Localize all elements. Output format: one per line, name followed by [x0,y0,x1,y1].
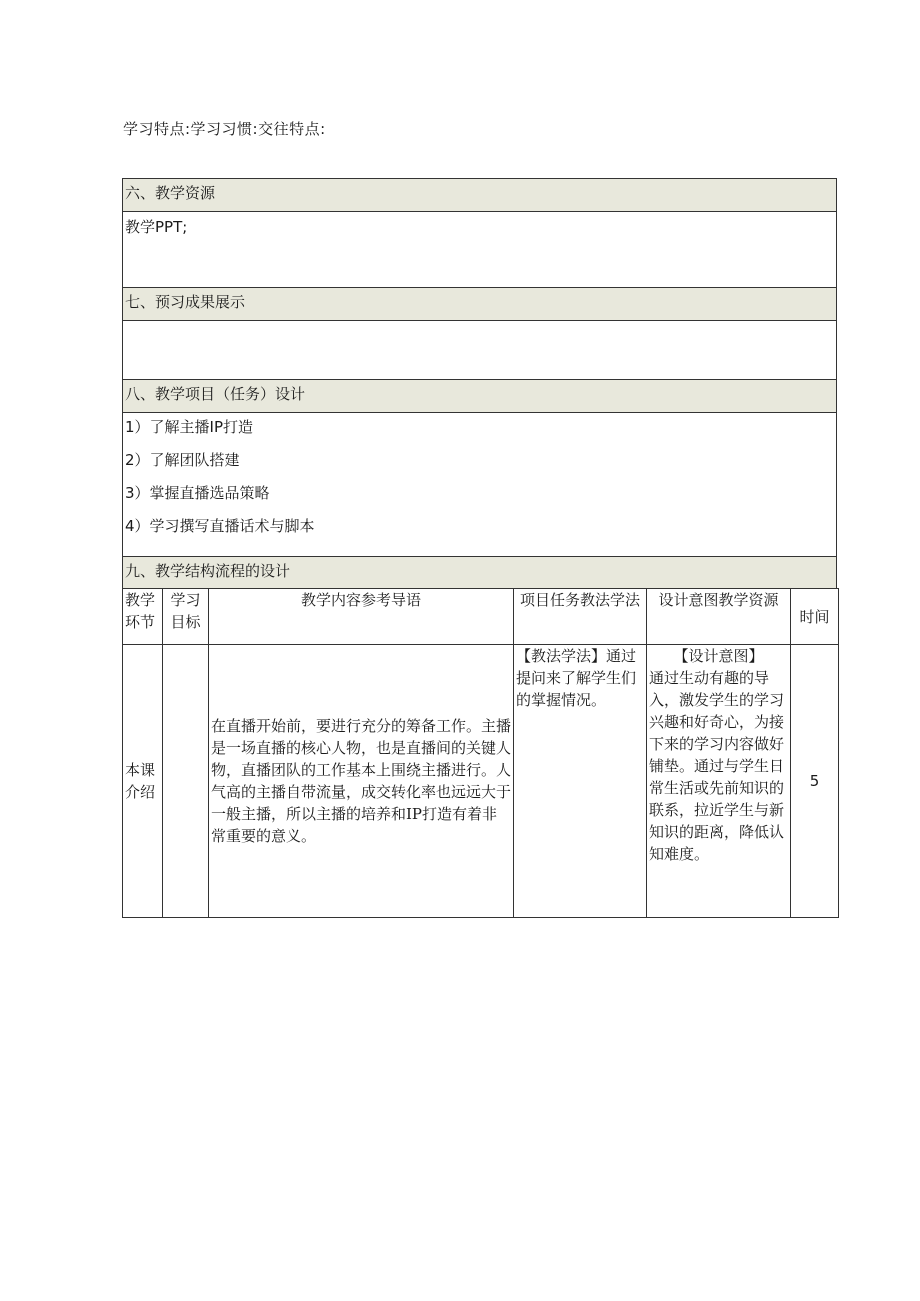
cell-time: 5 [791,645,839,918]
flow-table [122,588,839,918]
cell-content: 在直播开始前，要进行充分的筹备工作。主播是一场直播的核心人物，也是直播间的关键人物，直播团队的工作基本上围绕主播进行。人气高的主播自带流量，成交转化率也远远大于一般主播，所以主播的培养和IP打造有着非常重要的意义。 [209,645,514,918]
section-teaching-resources [122,178,837,288]
header-method: 项目任务教法学法 [514,589,647,645]
task-item: 3）掌握直播选品策略 [125,484,270,502]
table-header-row [123,589,839,645]
section-content: 教学PPT; [123,212,836,237]
section-title: 六、教学资源 [123,179,836,212]
task-item: 4）学习撰写直播话术与脚本 [125,517,315,535]
cell-method: 【教法学法】通过提问来了解学生们的掌握情况。 [514,645,647,918]
header-intent: 设计意图教学资源 [647,589,791,645]
section-title: 八、教学项目（任务）设计 [123,380,836,413]
header-time: 时间 [791,589,839,645]
section-title: 七、预习成果展示 [123,288,836,321]
learning-traits-line: 学习特点:学习习惯:交往特点: [123,120,326,138]
header-stage: 教学环节 [123,589,163,645]
intent-text: 通过生动有趣的导入，激发学生的学习兴趣和好奇心，为接下来的学习内容做好铺垫。通过与学生日常生活或先前知识的联系，拉近学生与新知识的距离，降低认知难度。 [649,669,785,863]
section-preview-results [122,288,837,380]
header-goal: 学习目标 [163,589,209,645]
task-item: 1）了解主播IP打造 [125,418,254,436]
section-project-design [122,380,837,557]
cell-intent [647,645,791,918]
task-item: 2）了解团队搭建 [125,451,240,469]
section-title: 九、教学结构流程的设计 [123,557,836,588]
intent-title: 【设计意图】 [673,647,764,665]
cell-goal [163,645,209,918]
section-structure-flow [122,557,837,589]
cell-stage: 本课介绍 [123,645,163,918]
table-row [123,645,839,918]
header-content: 教学内容参考导语 [209,589,514,645]
